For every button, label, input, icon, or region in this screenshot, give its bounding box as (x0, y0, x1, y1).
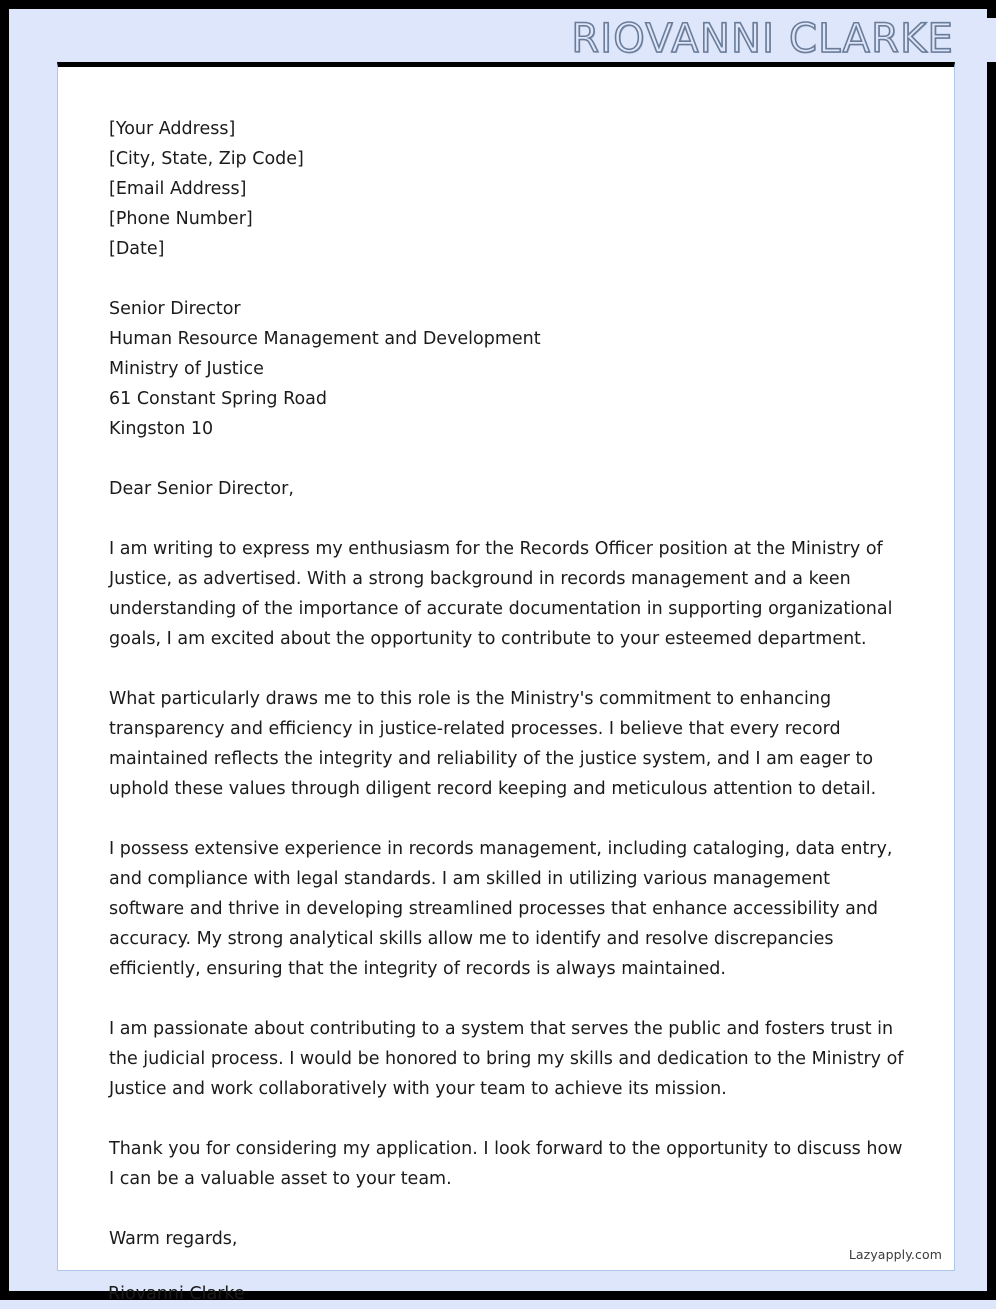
spacer (109, 654, 909, 684)
spacer (109, 504, 909, 534)
sender-address-line: [Date] (109, 239, 165, 259)
sender-address-line: [Email Address] (109, 179, 247, 199)
body-paragraph: Thank you for considering my application. I look forward to the opportunity to discuss how I can be a valuable asset to your team. (109, 1139, 903, 1189)
header-band (18, 18, 996, 62)
body-paragraph: I am writing to express my enthusiasm for the Records Officer position at the Ministry of Justice, as advertised. With a strong background in records management and a keen understanding of the importance of accurate documentation in supporting organizational goals, I am excited about the opportunity to contribute to your esteemed department. (109, 539, 893, 649)
watermark: Lazyapply.com (848, 1247, 942, 1262)
letter-body (109, 114, 909, 1254)
spacer (109, 1194, 909, 1224)
recipient-address-line: Kingston 10 (109, 419, 214, 439)
sender-address-line: [Phone Number] (109, 209, 253, 229)
spacer (109, 804, 909, 834)
spacer (109, 264, 909, 294)
salutation: Dear Senior Director, (109, 479, 294, 499)
recipient-address-line: Human Resource Management and Development (109, 329, 541, 349)
sender-address-block (109, 114, 909, 264)
sender-address-line: [City, State, Zip Code] (109, 149, 304, 169)
spacer (109, 984, 909, 1014)
recipient-address-line: 61 Constant Spring Road (109, 389, 328, 409)
body-paragraph: What particularly draws me to this role is the Ministry's commitment to enhancing transparency and efficiency in justice-related processes. I believe that every record maintained reflects the integrity and reliability of the justice system, and I am eager to uphold these values through diligent record keeping and meticulous attention to detail. (109, 689, 877, 799)
recipient-address-line: Senior Director (109, 299, 241, 319)
spacer (109, 444, 909, 474)
recipient-address-line: Ministry of Justice (109, 359, 264, 379)
letter-page (57, 62, 955, 1271)
sender-address-line: [Your Address] (109, 119, 236, 139)
body-paragraph: I possess extensive experience in records management, including cataloging, data entry, and compliance with legal standards. I am skilled in utilizing various management software and thrive in developing streamlined processes that enhance accessibility and accuracy. My strong analytical skills allow me to identify and resolve discrepancies efficiently, ensuring that the integrity of records is always maintained. (109, 839, 893, 979)
spacer (109, 1104, 909, 1134)
closing-line: Warm regards, (109, 1229, 238, 1249)
signature-name: Riovanni Clarke (108, 1284, 245, 1304)
body-paragraph: I am passionate about contributing to a system that serves the public and fosters trust in the judicial process. I would be honored to bring my skills and dedication to the Ministry of Justice and work collaboratively with your team to achieve its mission. (109, 1019, 904, 1099)
page-title: RIOVANNI CLARKE (571, 16, 954, 62)
recipient-address-block (109, 294, 909, 444)
